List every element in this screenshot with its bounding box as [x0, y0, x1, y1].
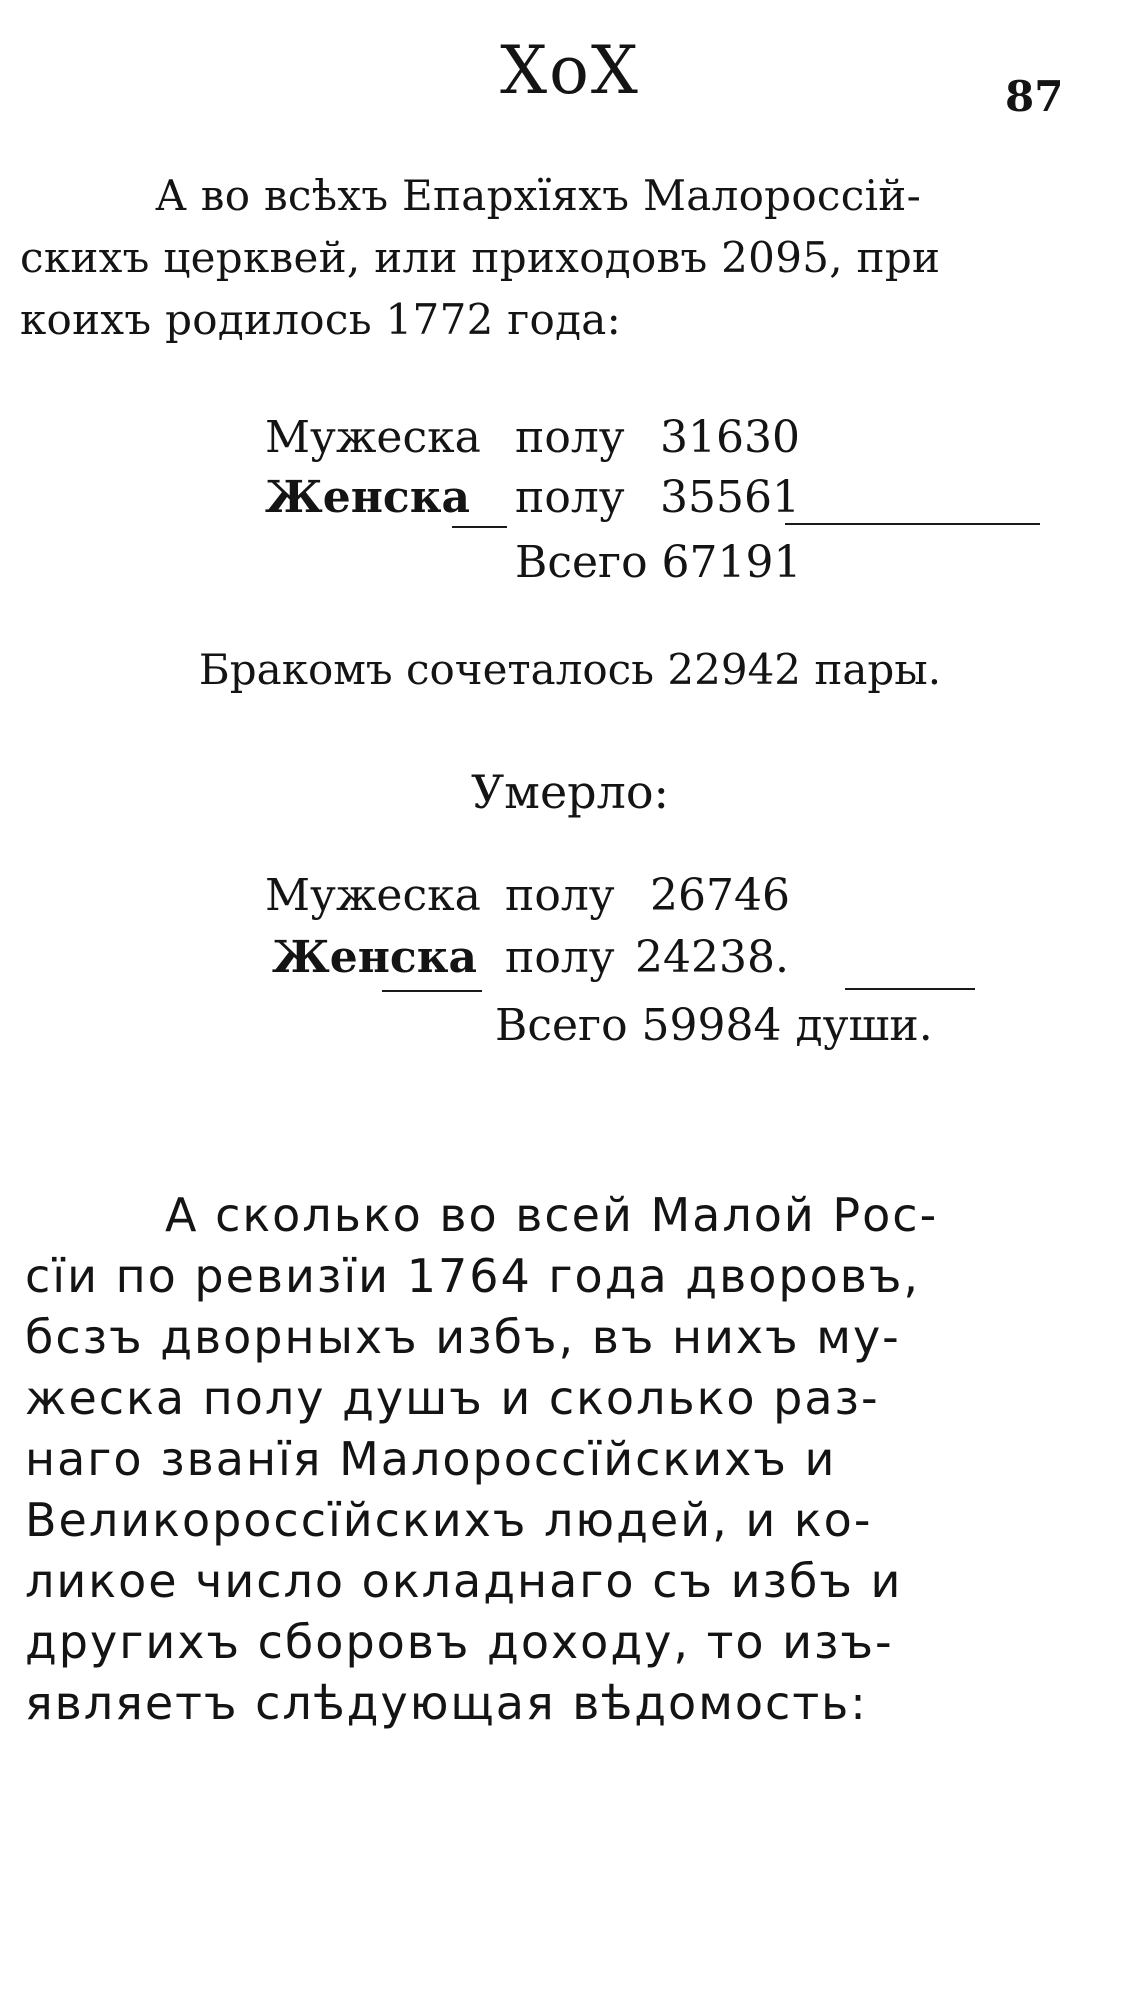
paragraph-line: А сколько во всей Малой Рос- [165, 1188, 939, 1242]
births-total: Всего 67191 [515, 537, 802, 588]
deaths-rule-left [382, 990, 482, 992]
paragraph-line: Великороссїйскихъ людей, и ко- [25, 1493, 873, 1547]
births-rule-right [785, 523, 1040, 525]
deaths-male-pol: полу [505, 870, 615, 921]
deaths-female-pol: полу [505, 932, 615, 983]
paragraph-dioceses [20, 165, 1100, 351]
deaths-total: Всего 59984 души. [495, 1000, 933, 1051]
births-rule-left [452, 526, 507, 528]
paragraph-line: другихъ сборовъ доходу, то изъ- [25, 1615, 894, 1669]
deaths-rule-right [845, 988, 975, 990]
births-female-label: Женска [265, 472, 471, 523]
deaths-female-count: 24238. [635, 932, 789, 983]
header-ornament: ⅩoⅩ [500, 32, 640, 109]
deaths-female-label: Женска [272, 932, 478, 983]
births-male-pol: полу [515, 412, 625, 463]
paragraph-line: наго званїя Малороссїйскихъ и [25, 1432, 837, 1486]
paragraph-line: являетъ слѣдующая вѣдомость: [25, 1676, 868, 1730]
deaths-male-label: Мужеска [265, 870, 481, 921]
births-male-count: 31630 [660, 412, 800, 463]
paragraph-line: жеска полу душъ и сколько раз- [25, 1371, 880, 1425]
paragraph-line: бсзъ дворныхъ избъ, въ нихъ му- [25, 1310, 901, 1364]
paragraph-line: А во всѣхъ Епархїяхъ Малороссій- [155, 171, 922, 220]
births-female-pol: полу [515, 472, 625, 523]
page-number: 87 [1005, 72, 1064, 121]
died-heading: Умерло: [470, 765, 670, 819]
paragraph-line: ликое число окладнаго съ избъ и [25, 1554, 903, 1608]
paragraph-line: сїи по ревизїи 1764 года дворовъ, [25, 1249, 920, 1303]
deaths-male-count: 26746 [650, 870, 790, 921]
paragraph-revision [25, 1185, 1105, 1734]
paragraph-line: скихъ церквей, или приходовъ 2095, при [20, 233, 941, 282]
marriages-line: Бракомъ сочеталось 22942 пары. [198, 645, 942, 694]
births-female-count: 35561 [660, 472, 800, 523]
births-male-label: Мужеска [265, 412, 481, 463]
paragraph-line: коихъ родилось 1772 года: [20, 295, 622, 344]
